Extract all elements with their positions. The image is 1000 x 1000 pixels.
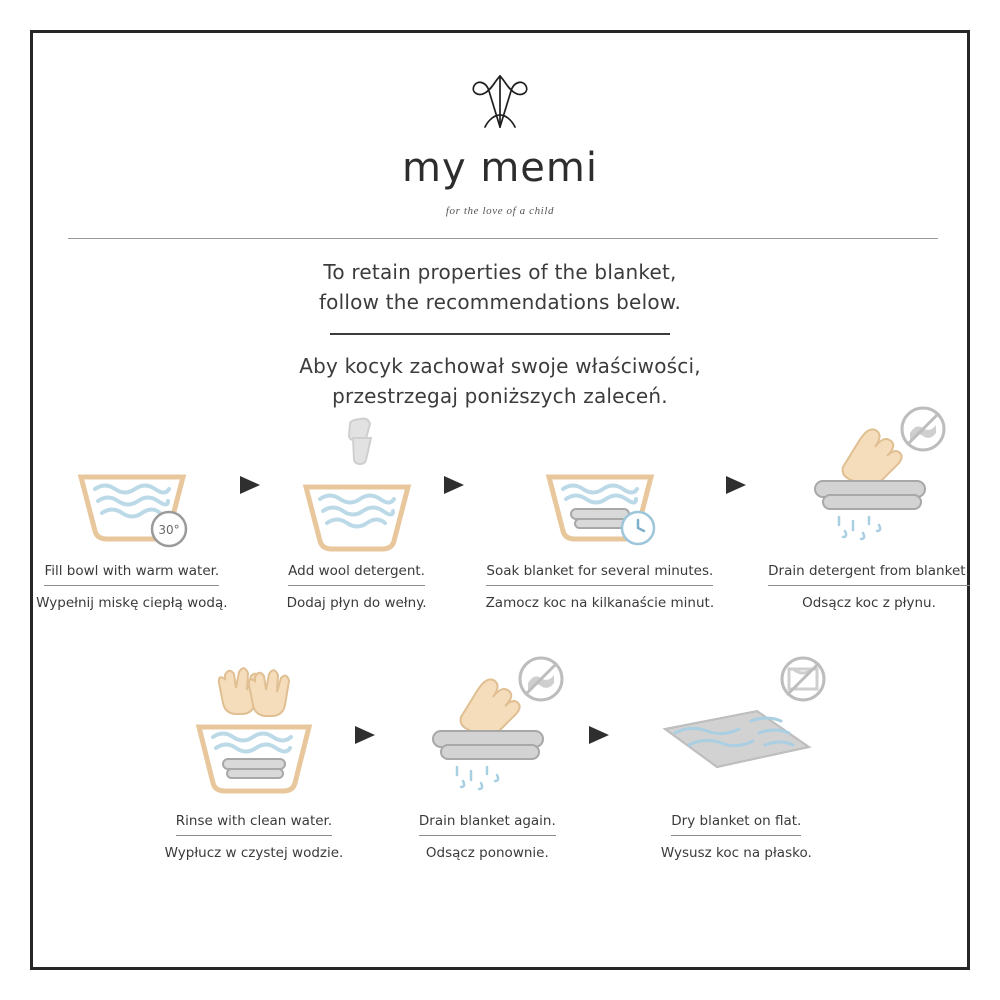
- caption-polish: Wypłucz w czystej wodzie.: [164, 845, 344, 861]
- headline-divider: [330, 333, 670, 335]
- arrow-icon: [577, 665, 631, 805]
- headline-polish-line2: przestrzegaj poniższych zaleceń.: [332, 384, 668, 408]
- brand-divider: [68, 238, 938, 239]
- step-dry-flat: [631, 665, 841, 863]
- caption-english: Add wool detergent.: [288, 561, 425, 586]
- caption-english: Drain detergent from blanket.: [768, 561, 970, 586]
- arrow-icon: [343, 665, 397, 805]
- arrow-icon: [714, 415, 768, 555]
- headline-english-line2: follow the recommendations below.: [318, 290, 682, 314]
- bowl-soak-blanket-timer-icon: [525, 415, 675, 555]
- step-caption: [165, 811, 344, 863]
- caption-english: Dry blanket on flat.: [671, 811, 801, 836]
- step-caption: [419, 811, 556, 863]
- bowl-rinse-two-hands-icon: [169, 665, 339, 805]
- headline-polish-line1: Aby kocyk zachował swoje właściwości,: [299, 354, 701, 378]
- headline-english-line1: To retain properties of the blanket,: [323, 260, 677, 284]
- steps-row-2: [33, 665, 973, 863]
- arrow-icon: [228, 415, 282, 555]
- caption-polish: Odsącz koc z płynu.: [802, 595, 936, 611]
- no-hang-dry-badge-icon: [782, 658, 824, 700]
- hand-press-blanket-no-wring-icon: [397, 665, 577, 805]
- brand-tagline: for the love of a child: [445, 205, 555, 217]
- caption-english: Drain blanket again.: [419, 811, 556, 836]
- step-caption: [36, 561, 227, 613]
- arrow-icon: [432, 415, 486, 555]
- step-caption: [287, 561, 427, 613]
- step-soak-blanket: [486, 415, 715, 613]
- caption-polish: Odsącz ponownie.: [425, 845, 549, 861]
- brand-block: [33, 71, 967, 217]
- caption-polish: Zamocz koc na kilkanaście minut.: [485, 595, 715, 611]
- caption-polish: Wysusz koc na płasko.: [660, 845, 812, 861]
- no-wring-badge-icon: [902, 408, 944, 450]
- step-drain-again: [397, 665, 577, 863]
- no-wring-badge-icon: [520, 658, 562, 700]
- step-add-detergent: [282, 415, 432, 613]
- step-fill-bowl: [36, 415, 227, 613]
- caption-english: Rinse with clean water.: [176, 811, 332, 836]
- headline-polish: [33, 351, 967, 411]
- steps-row-1: [33, 415, 973, 613]
- caption-polish: Wypełnij miskę ciepłą wodą.: [36, 595, 228, 611]
- step-drain-detergent: [768, 415, 970, 613]
- double-loop-monogram-icon: [455, 71, 545, 141]
- caption-english: Fill bowl with warm water.: [44, 561, 219, 586]
- brand-name: my memi: [401, 145, 598, 191]
- bowl-with-detergent-bottle-icon: [282, 415, 432, 555]
- instruction-card: [30, 30, 970, 970]
- step-caption: [768, 561, 970, 613]
- bowl-warm-water-30-icon: [57, 415, 207, 555]
- caption-polish: Dodaj płyn do wełny.: [286, 595, 427, 611]
- flat-dry-blanket-no-hang-icon: [631, 665, 841, 805]
- caption-english: Soak blanket for several minutes.: [486, 561, 713, 586]
- step-caption: [486, 561, 715, 613]
- headline-english: [33, 257, 967, 317]
- step-caption: [661, 811, 812, 863]
- temperature-badge: 30°: [158, 523, 180, 537]
- hand-press-blanket-no-wring-icon: [779, 415, 959, 555]
- step-rinse-clean-water: [165, 665, 344, 863]
